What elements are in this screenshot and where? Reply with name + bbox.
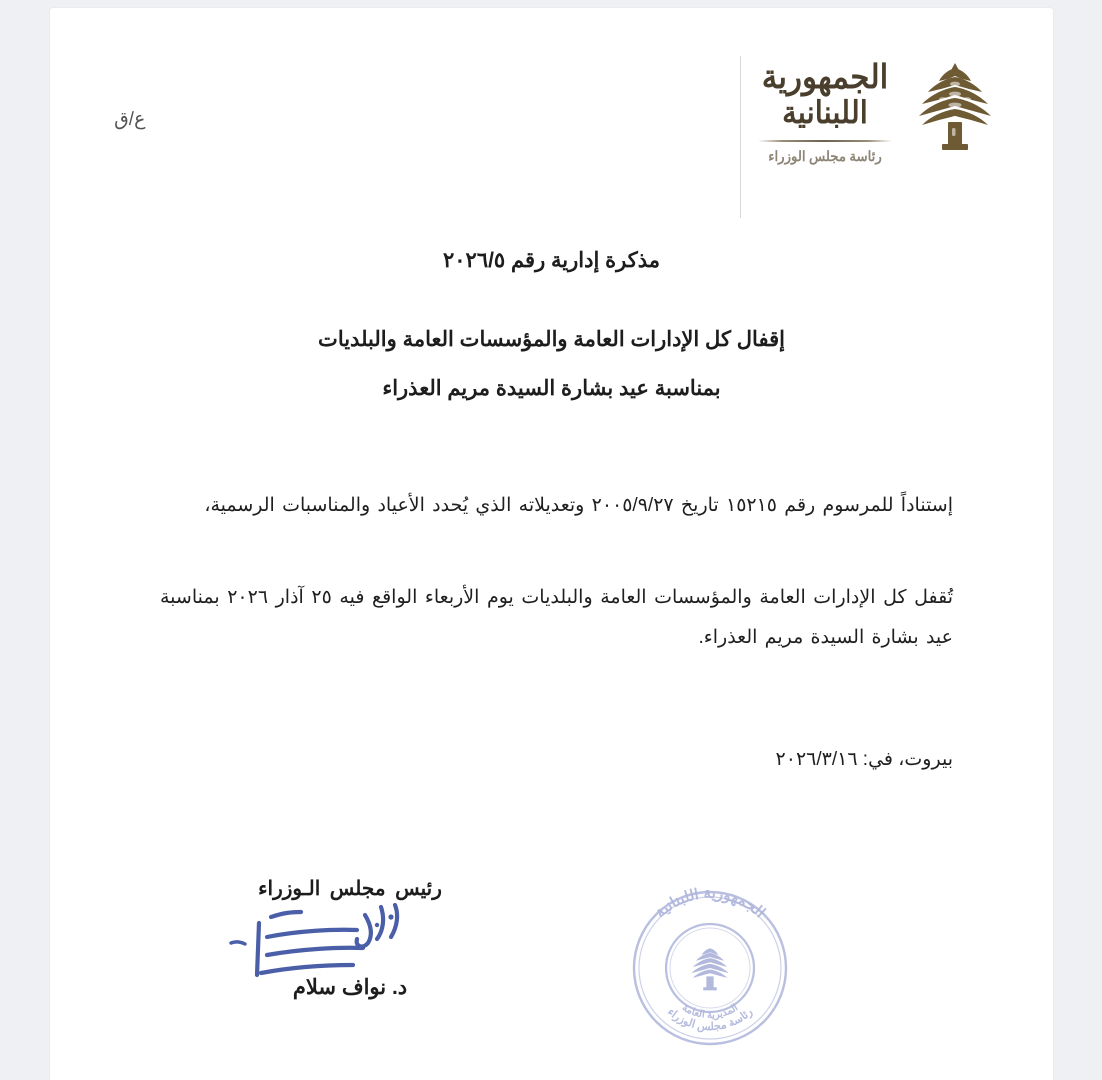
date-line: بيروت، في: ٢٠٢٦/٣/١٦ — [775, 749, 953, 770]
svg-text:المديرية العامة: المديرية العامة — [679, 1002, 741, 1022]
document-body — [160, 486, 953, 710]
document-page — [50, 8, 1053, 1080]
signatory-name: د. نواف سلام — [292, 976, 408, 999]
document-number: مذكرة إدارية رقم ٢٠٢٦/٥ — [442, 249, 661, 272]
corner-reference-mark: ع/ق — [113, 108, 146, 131]
handwritten-signature — [205, 903, 495, 981]
body-paragraph-2: تُقفل كل الإدارات العامة والمؤسسات العامة والبلديات يوم الأربعاء الواقع فيه ٢٥ آذار ٢٠٢٦ بمناسبة عيد بشارة السيدة مريم العذراء. — [160, 586, 953, 648]
document-title-block — [50, 248, 1053, 414]
letterhead-line-2: اللبنانية — [782, 95, 868, 130]
letterhead — [740, 56, 1009, 218]
svg-text:رئاسة مجلس الوزراء: رئاسة مجلس الوزراء — [665, 1006, 755, 1034]
svg-text:الجمهورية اللبنانية: الجمهورية اللبنانية — [651, 884, 769, 922]
letterhead-divider — [758, 140, 892, 142]
document-subject-line-2: بمناسبة عيد بشارة السيدة مريم العذراء — [382, 377, 721, 401]
official-seal-icon — [615, 868, 805, 1068]
letterhead-line-1: الجمهورية — [761, 60, 889, 96]
signature-block — [205, 876, 495, 1000]
official-stamp — [615, 868, 805, 1068]
cedar-tree-icon — [914, 60, 996, 152]
body-paragraph-1: إستناداً للمرسوم رقم ١٥٢١٥ تاريخ ٢٠٠٥/٩/٢٧ وتعديلاته الذي يُحدد الأعياد والمناسبات الرسمية، — [204, 495, 953, 516]
signature-ink-icon — [205, 903, 495, 981]
letterhead-emblem — [909, 56, 1001, 152]
signatory-title: رئيس مجلس الـوزراء — [258, 878, 442, 900]
letterhead-text-block — [741, 56, 909, 166]
document-subject — [50, 315, 1053, 414]
document-subject-line-1: إقفال كل الإدارات العامة والمؤسسات العامة والبلديات — [318, 328, 785, 351]
letterhead-subtitle: رئاسة مجلس الوزراء — [768, 150, 882, 165]
